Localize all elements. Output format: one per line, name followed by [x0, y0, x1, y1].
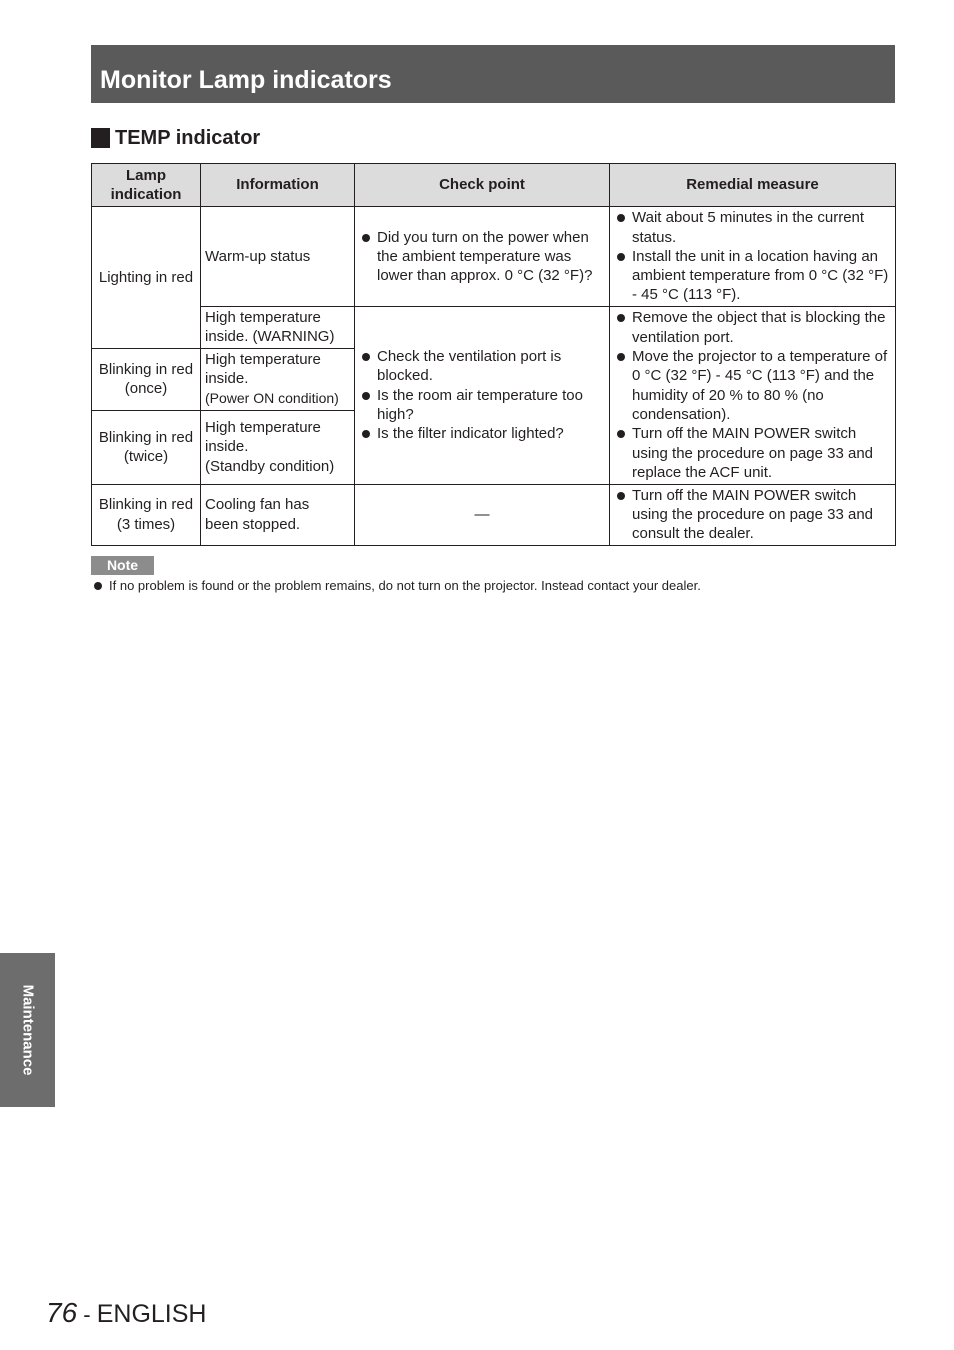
info-line: (Standby condition): [205, 457, 335, 475]
bullet-text: Turn off the MAIN POWER switch using the procedure on page 33 and consult the dealer.: [632, 486, 874, 543]
bullet-text: Remove the object that is blocking the ventilation port.: [632, 309, 886, 346]
lamp-line: Blinking in red: [98, 496, 194, 514]
info-line: High temperature: [205, 309, 321, 326]
bullet-item: [614, 486, 891, 544]
header-lamp-line-1: Lamp: [125, 166, 166, 184]
page-footer: [46, 1296, 206, 1332]
info-high-temp-standby: [201, 410, 355, 484]
remedy-cell: [610, 484, 896, 545]
page-separator: -: [77, 1302, 97, 1327]
table-row: [92, 307, 896, 349]
bullet-text: Is the room air temperature too high?: [377, 386, 583, 423]
table-row: [92, 484, 896, 545]
lamp-line: (3 times): [116, 515, 176, 533]
chapter-side-tab: [0, 953, 55, 1107]
bullet-text: Check the ventilation port is blocked.: [377, 348, 562, 385]
bullet-text: Move the projector to a temperature of 0 °C (32 °F) - 45 °C (113 °F) and the humidity of 20 % to 80 % (no condensation).: [632, 348, 888, 423]
bullet-icon: [94, 582, 102, 590]
bullet-icon: [617, 430, 625, 438]
bullet-item: [614, 247, 891, 305]
lamp-blinking-twice: [92, 410, 201, 484]
section-title: TEMP indicator: [115, 127, 261, 149]
remedy-cell-group: [610, 307, 896, 485]
info-line: High temperature: [205, 419, 321, 437]
chapter-label: Maintenance: [19, 984, 36, 1076]
info-line: (Power ON condition): [205, 389, 339, 406]
info-line: inside.: [205, 370, 249, 388]
info-line: been stopped.: [205, 515, 301, 533]
info-line: High temperature: [205, 351, 321, 369]
note-text: [93, 578, 701, 594]
remedy-cell: [610, 207, 896, 307]
bullet-icon: [617, 353, 625, 361]
header-lamp-line-2: indication: [110, 186, 182, 203]
info-line: inside.: [205, 438, 249, 456]
bullet-item: [359, 228, 605, 286]
header-remedial-measure: Remedial measure: [610, 164, 896, 207]
lamp-blinking-once: [92, 348, 201, 410]
lamp-blinking-3-times: [92, 484, 201, 545]
info-high-temp-power-on: [201, 348, 355, 410]
bullet-text: Wait about 5 minutes in the current status.: [632, 209, 865, 246]
lamp-line: (once): [124, 380, 168, 398]
page-title: Monitor Lamp indicators: [100, 66, 392, 94]
bullet-icon: [362, 430, 370, 438]
language-label: ENGLISH: [96, 1300, 207, 1328]
bullet-icon: [617, 314, 625, 322]
bullet-icon: [362, 234, 370, 242]
note-label: Note: [91, 556, 154, 575]
header-lamp-indication: [92, 164, 201, 207]
bullet-item: [614, 308, 891, 347]
note-body: If no problem is found or the problem remains, do not turn on the projector. Instead contact your dealer.: [109, 578, 701, 593]
bullet-item: [359, 386, 605, 425]
lamp-line: Blinking in red: [98, 428, 194, 446]
bullet-item: [614, 347, 891, 424]
bullet-icon: [617, 492, 625, 500]
lamp-line: (twice): [123, 448, 169, 466]
check-cell: [355, 207, 610, 307]
temp-indicator-table: [91, 163, 896, 546]
bullet-text: Is the filter indicator lighted?: [377, 425, 564, 443]
bullet-icon: [362, 392, 370, 400]
bullet-icon: [617, 253, 625, 261]
check-cell-group: [355, 307, 610, 485]
lamp-lighting-red: Lighting in red: [92, 207, 201, 349]
section-marker-icon: [91, 128, 110, 148]
bullet-icon: [617, 214, 625, 222]
check-none: —: [355, 484, 610, 545]
bullet-item: [359, 424, 605, 443]
bullet-item: [614, 424, 891, 482]
header-information: Information: [201, 164, 355, 207]
bullet-item: [614, 208, 891, 247]
table-header-row: [92, 164, 896, 207]
lamp-line: Blinking in red: [98, 360, 194, 378]
info-warm-up: Warm-up status: [201, 207, 355, 307]
header-check-point: Check point: [355, 164, 610, 207]
bullet-item: [359, 347, 605, 386]
bullet-text: Turn off the MAIN POWER switch using the procedure on page 33 and replace the ACF unit.: [632, 425, 874, 481]
table-row: [92, 207, 896, 307]
title-bar: [91, 45, 895, 103]
info-cooling-fan-stopped: [201, 484, 355, 545]
info-line: inside. (WARNING): [205, 328, 335, 346]
section-heading: [91, 126, 260, 150]
info-line: Cooling fan has: [205, 496, 310, 514]
bullet-text: Install the unit in a location having an ambient temperature from 0 °C (32 °F) - 45 °C (113 °F).: [632, 247, 889, 304]
bullet-icon: [362, 353, 370, 361]
info-high-temp-warning: [201, 307, 355, 349]
bullet-text: Did you turn on the power when the ambient temperature was lower than approx. 0 °C (32 °F)?: [377, 228, 593, 285]
page-number: 76: [46, 1297, 78, 1328]
